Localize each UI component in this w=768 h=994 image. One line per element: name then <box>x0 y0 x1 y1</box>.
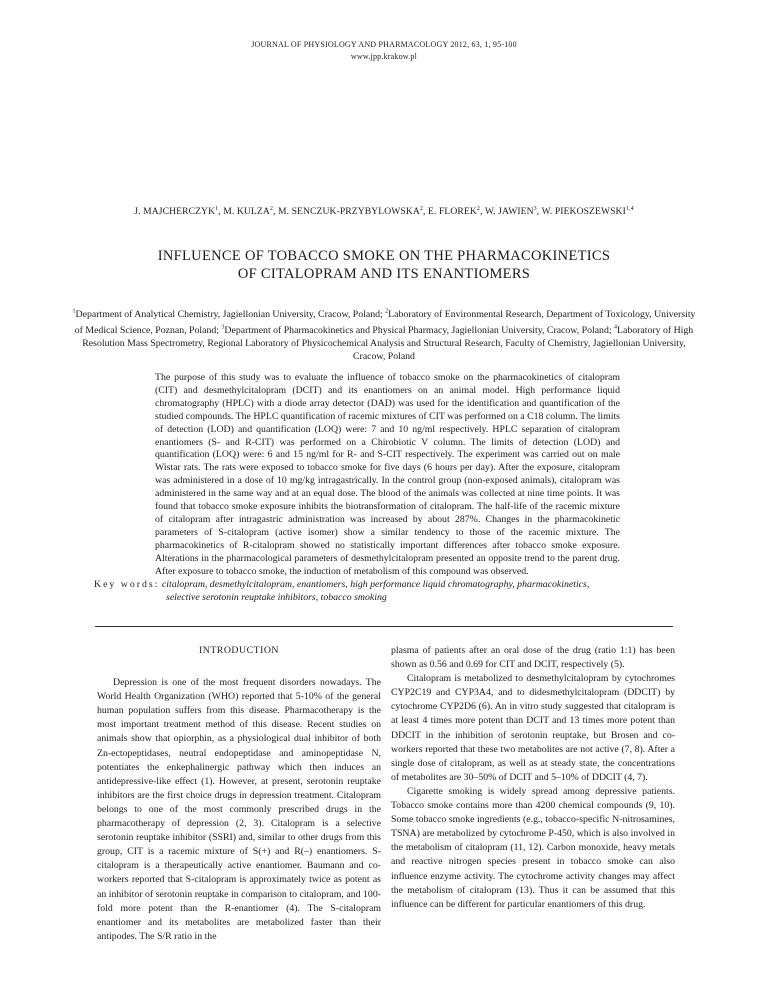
introduction-heading: INTRODUCTION <box>198 645 279 656</box>
section-divider <box>95 626 673 627</box>
affiliation: $^4$Laboratory of High Resolution Mass Spectrometry, Regional Laboratory of Physicochemical Analysis and Structural Research, Faculty of Chemistry, Jagiellonian University, Cracow, Poland <box>82 324 694 363</box>
body-paragraph: Citalopram is metabolized to desmethylcitalopram by cytochromes CYP2C19 and CYP3A4, and to didesmethylcitalopram (DDCIT) by cytochrome CYP2D6 (6). An in vitro study suggested that citalopram is at least 4 times more potent than DCIT and 13 times more potent than DDCIT in the inhibition of serotonin reuptake, but Brosen and co-workers reported that these two metabolites are not active (7, 8). After a single dose of citalopram, as well as at steady state, the concentrations of metabolites are 30–50% of DCIT and 5–10% of DDCIT (4, 7). <box>391 673 675 783</box>
keywords <box>94 578 684 604</box>
affiliation: $^3$Department of Pharmacokinetics and Physical Pharmacy, Jagiellonian University, Cracow, Poland; <box>221 324 615 336</box>
affiliations <box>70 306 698 364</box>
keywords-label: Key words: <box>94 579 160 590</box>
author: M. KULZA$^2$, <box>223 206 278 218</box>
journal-header <box>0 39 768 63</box>
keywords-line-1: citalopram, desmethylcitalopram, enantiomers, high performance liquid chromatography, pharmacokinetics, <box>161 579 590 590</box>
left-column <box>97 644 381 944</box>
author: M. SENCZUK-PRZYBYLOWSKA$^2$, <box>277 206 429 218</box>
author-list <box>0 206 768 217</box>
title-line-1: INFLUENCE OF TOBACCO SMOKE ON THE PHARMACOKINETICS <box>157 248 611 264</box>
author: W. PIEKOSZEWSKI$^{1,4}$ <box>541 206 634 218</box>
journal-url: www.jpp.krakow.pl <box>350 52 418 61</box>
keywords-line-2: selective serotonin reuptake inhibitors, tobacco smoking <box>166 592 387 603</box>
body-paragraph: plasma of patients after an oral dose of the drug (ratio 1:1) has been shown as 0.56 and 0.69 for CIT and DCIT, respectively (5). <box>391 645 675 671</box>
journal-citation: JOURNAL OF PHYSIOLOGY AND PHARMACOLOGY 2012, 63, 1, 95-100 <box>251 40 517 49</box>
body-paragraph: Cigarette smoking is widely spread among depressive patients. Tobacco smoke contains more than 4200 chemical compounds (9, 10). Some tobacco smoke ingredients (e.g., tobacco-specific N-nitrosamines, TSNA) are metabolized by cytochrome P-450, which is also involved in the metabolism of citalopram (11, 12). Carbon monoxide, heavy metals and reactive nitrogen species present in tobacco smoke can also influence enzyme activity. The cytochrome activity changes may affect the metabolism of citalopram (13). Thus it can be assumed that this influence can be different for particular enantiomers of this drug. <box>391 785 675 910</box>
affiliation: $^2$Laboratory of Environmental Research, Department of Toxicology, University of Medical Science, Poznan, Poland; <box>74 309 696 336</box>
author: W. JAWIEN$^3$, <box>484 206 542 218</box>
author: E. FLOREK$^2$, <box>428 206 485 218</box>
abstract: The purpose of this study was to evaluate the influence of tobacco smoke on the pharmacokinetics of citalopram (CIT) and desmethylcitalopram (DCIT) and its enantiomers on an animal model. High performance liquid chromatography (HPLC) with a diode array detector (DAD) was used for the identification and quantification of the studied compounds. The HPLC quantification of racemic mixtures of CIT was performed on a C18 column. The limits of detection (LOD) and quantification (LOQ) were: 7 and 10 ng/ml respectively. HPLC separation of citalopram enantiomers (S- and R-CIT) was performed on a Chirobiotic V column. The limits of detection (LOD) and quantification (LOQ) were: 6 and 15 ng/ml for R- and S-CIT respectively. The experiment was carried out on male Wistar rats. The rats were exposed to tobacco smoke for five days (6 hours per day). After the exposure, citalopram was administered in a dose of 10 mg/kg intragastrically. In the control group (non-exposed animals), citalopram was administered in the same way and at an equal dose. The blood of the animals was collected at nine time points. It was found that tobacco smoke exposure inhibits the biotransformation of citalopram. The half-life of the racemic mixture of citalopram after intragastric administration was increased by about 287%. Changes in the pharmacokinetic parameters of S-citalopram (active isomer) show a similar tendency to those of the racemic mixture. The pharmacokinetics of R-citalopram showed no statistically important differences after tobacco smoke exposure. Alterations in the pharmacological parameters of desmethylcitalopram presented an opposite trend to the parent drug. After exposure to tobacco smoke, the induction of metabolism of this compound was observed. <box>155 372 620 577</box>
body-paragraph: Depression is one of the most frequent disorders nowadays. The World Health Organization (WHO) reported that 5-10% of the general human population suffers from this disease. Pharmacotherapy is the most important treatment method of this disease. Recent studies on animals show that opiorphin, as a physiological dual inhibitor of both Zn-ectopeptidases, neutral endopeptidase and aminopeptidase N, potentiates the enkephalinergic pathway which then induces an antidepressive-like effect (1). However, at present, serotonin reuptake inhibitors are the first choice drugs in depression treatment. Citalopram belongs to one of the most commonly prescribed drugs in the pharmacotherapy of depression (2, 3). Citalopram is a selective serotonin reuptake inhibitor (SSRI) and, similar to other drugs from this group, CIT is a racemic mixture of S(+) and R(–) enantiomers. S-citalopram is a therapeutically active enantiomer. Baumann and co-workers reported that S-citalopram is approximately twice as potent as an inhibitor of serotonin reuptake in comparison to citalopram, and 100-fold more potent than the R-enantiomer (4). The S-citalopram enantiomer and its metabolites are metabolized faster than their antipodes. The S/R ratio in the <box>97 677 381 942</box>
author: J. MAJCHERCZYK$^1$, <box>134 206 224 218</box>
paper-title <box>0 247 768 283</box>
title-line-2: OF CITALOPRAM AND ITS ENANTIOMERS <box>237 266 531 282</box>
affiliation: $^1$Department of Analytical Chemistry, Jagiellonian University, Cracow, Poland; <box>72 309 386 321</box>
right-column <box>391 644 675 912</box>
